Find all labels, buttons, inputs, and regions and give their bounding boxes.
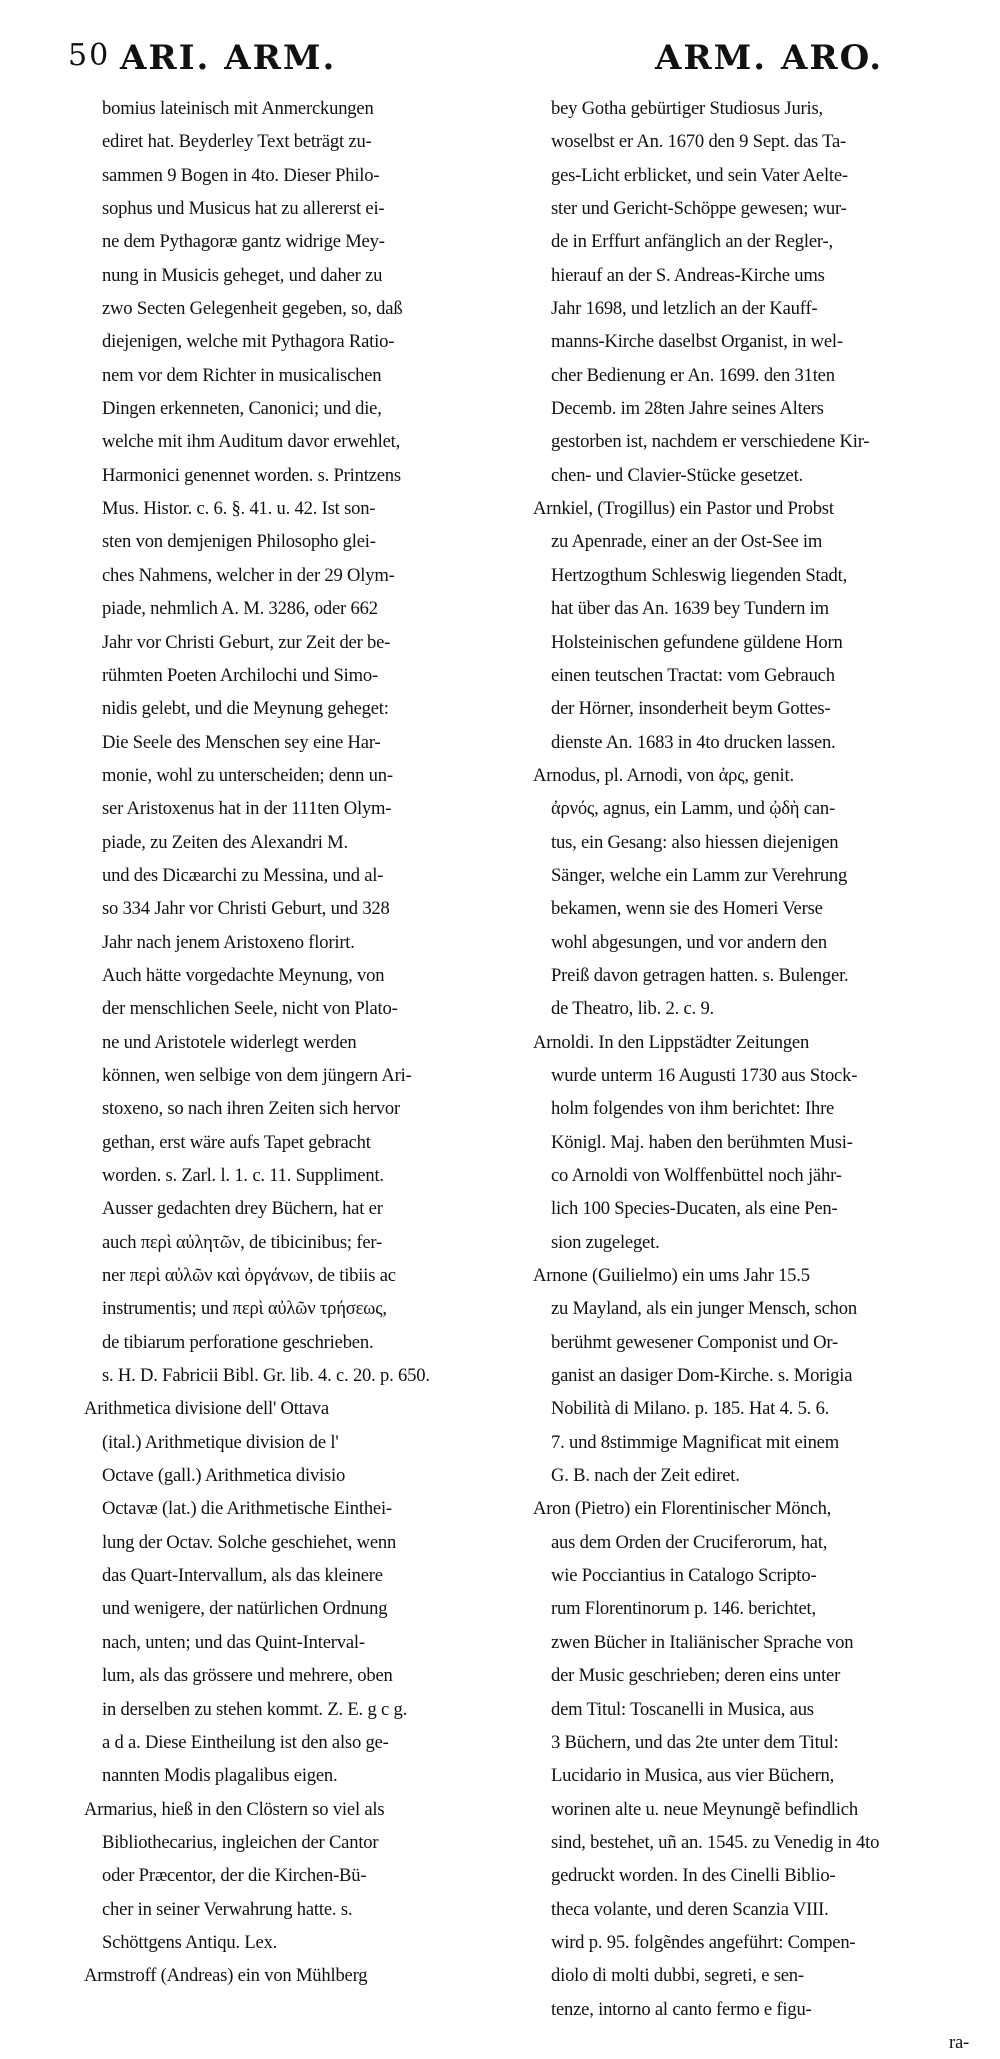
text-line: ges-Licht erblicket, und sein Vater Aelte- — [551, 164, 848, 186]
text-line: ra- — [948, 2031, 969, 2053]
text-line: de tibiarum perforatione geschrieben. — [102, 1331, 374, 1353]
entry-headword-line: Armstroff (Andreas) ein von Mühlberg — [84, 1965, 368, 1987]
text-line: Königl. Maj. haben den berühmten Musi- — [551, 1131, 853, 1153]
right-column — [533, 92, 969, 2059]
text-line: sammen 9 Bogen in 4to. Dieser Philo- — [102, 164, 380, 186]
text-line: diejenigen, welche mit Pythagora Ratio- — [102, 331, 395, 353]
text-line: gestorben ist, nachdem er verschiedene Kir- — [551, 431, 870, 453]
entry-headword-line: Arnodus, pl. Arnodi, von ἀρς, genit. — [533, 764, 794, 786]
text-line: lich 100 Species-Ducaten, als eine Pen- — [551, 1198, 838, 1220]
text-line: sten von demjenigen Philosopho glei- — [102, 531, 376, 553]
text-line: wie Pocciantius in Catalogo Scripto- — [551, 1565, 817, 1587]
text-line: bomius lateinisch mit Anmerckungen — [102, 98, 374, 119]
text-line: Dingen erkenneten, Canonici; und die, — [102, 398, 382, 420]
text-line: lung der Octav. Solche geschiehet, wenn — [102, 1531, 397, 1553]
text-line: de in Erffurt anfänglich an der Regler-, — [551, 231, 833, 253]
text-line: cher Bedienung er An. 1699. den 31ten — [551, 364, 835, 386]
text-line: stoxeno, so nach ihren Zeiten sich hervor — [102, 1098, 400, 1120]
text-line: wird p. 95. folgẽndes angeführt: Compen- — [551, 1931, 856, 1953]
text-line: oder Præcentor, der die Kirchen-Bü- — [102, 1865, 367, 1887]
text-line: co Arnoldi von Wolffenbüttel noch jähr- — [551, 1165, 842, 1186]
text-line: so 334 Jahr vor Christi Geburt, und 328 — [102, 898, 390, 920]
text-line: ser Aristoxenus hat in der 111ten Olym- — [102, 798, 392, 820]
running-head-left: ARI. ARM. — [120, 38, 337, 78]
text-line: instrumentis; und περὶ αὐλῶν τρήσεως, — [102, 1298, 387, 1320]
text-line: Holsteinischen gefundene güldene Horn — [551, 631, 843, 653]
text-line: Schöttgens Antiqu. Lex. — [102, 1931, 278, 1953]
text-line: wohl abgesungen, und vor andern den — [551, 931, 827, 953]
text-line: einen teutschen Tractat: vom Gebrauch — [551, 664, 835, 686]
text-line: cher in seiner Verwahrung hatte. s. — [102, 1898, 353, 1920]
text-line: zwen Bücher in Italiänischer Sprache von — [551, 1631, 854, 1653]
text-line: welche mit ihm Auditum davor erwehlet, — [102, 431, 401, 453]
text-line: in derselben zu stehen kommt. Z. E. g c g. — [102, 1698, 408, 1720]
text-line: monie, wohl zu unterscheiden; denn un- — [102, 764, 393, 786]
text-line: Decemb. im 28ten Jahre seines Alters — [551, 398, 824, 420]
text-line: Auch hätte vorgedachte Meynung, von — [102, 964, 385, 986]
text-line: worinen alte u. neue Meynungẽ befindlich — [551, 1798, 858, 1820]
text-line: auch περὶ αὐλητῶν, de tibicinibus; fer- — [102, 1231, 382, 1253]
text-line: 7. und 8stimmige Magnificat mit einem — [551, 1431, 839, 1453]
text-line: Bibliothecarius, ingleichen der Cantor — [102, 1831, 379, 1853]
text-line: aus dem Orden der Cruciferorum, hat, — [551, 1531, 828, 1553]
text-line: ne und Aristotele widerlegt werden — [102, 1031, 357, 1053]
text-line: Jahr vor Christi Geburt, zur Zeit der be- — [102, 631, 391, 653]
text-line: ster und Gericht-Schöppe gewesen; wur- — [551, 198, 847, 220]
text-line: ches Nahmens, welcher in der 29 Olym- — [102, 564, 395, 586]
text-line: Die Seele des Menschen sey eine Har- — [102, 731, 381, 753]
text-line: diolo di molti dubbi, segreti, e sen- — [551, 1965, 804, 1987]
text-line: Jahr 1698, und letzlich an der Kauff- — [551, 298, 818, 320]
text-line: (ital.) Arithmetique division de l' — [102, 1431, 339, 1453]
text-line: Sänger, welche ein Lamm zur Verehrung — [551, 864, 848, 886]
text-line: sind, bestehet, uñ an. 1545. zu Venedig in 4to — [551, 1831, 880, 1853]
text-line: piade, zu Zeiten des Alexandri M. — [102, 831, 348, 853]
text-line: a d a. Diese Eintheilung ist den also ge- — [102, 1731, 389, 1753]
text-line: rühmten Poeten Archilochi und Simo- — [102, 664, 379, 686]
text-line: worden. s. Zarl. l. 1. c. 11. Suppliment. — [102, 1165, 384, 1186]
left-column — [84, 92, 486, 1993]
text-line: theca volante, und deren Scanzia VIII. — [551, 1898, 829, 1920]
text-line: bekamen, wenn sie des Homeri Verse — [551, 898, 823, 920]
text-line: tus, ein Gesang: also hiessen diejenigen — [551, 831, 839, 853]
entry-headword-line: Arnkiel, (Trogillus) ein Pastor und Probst — [533, 498, 834, 520]
text-line: woselbst er An. 1670 den 9 Sept. das Ta- — [551, 131, 847, 153]
text-line: 3 Büchern, und das 2te unter dem Titul: — [551, 1731, 839, 1753]
page-number: 50 — [68, 38, 111, 73]
text-line: G. B. nach der Zeit ediret. — [551, 1465, 740, 1487]
text-line: hierauf an der S. Andreas-Kirche ums — [551, 264, 825, 286]
text-line: Harmonici genennet worden. s. Printzens — [102, 464, 401, 486]
text-line: tenze, intorno al canto fermo e figu- — [551, 1998, 812, 2020]
text-line: chen- und Clavier-Stücke gesetzet. — [551, 464, 804, 486]
entry-headword-line: Arnoldi. In den Lippstädter Zeitungen — [533, 1031, 810, 1053]
text-line: zu Apenrade, einer an der Ost-See im — [551, 531, 823, 553]
text-line: piade, nehmlich A. M. 3286, oder 662 — [102, 598, 378, 620]
text-line: Octavæ (lat.) die Arithmetische Einthei- — [102, 1498, 392, 1520]
text-line: Mus. Histor. c. 6. §. 41. u. 42. Ist son- — [102, 498, 376, 520]
text-line: wurde unterm 16 Augusti 1730 aus Stock- — [551, 1064, 858, 1086]
text-line: sophus und Musicus hat zu allererst ei- — [102, 198, 385, 220]
entry-headword-line: Arnone (Guilielmo) ein ums Jahr 15.5 — [533, 1265, 810, 1287]
text-line: ner περὶ αὐλῶν καὶ ὀργάνων, de tibiis ac — [102, 1265, 396, 1287]
text-line: nem vor dem Richter in musicalischen — [102, 364, 382, 386]
text-line: Jahr nach jenem Aristoxeno florirt. — [102, 931, 355, 953]
text-line: bey Gotha gebürtiger Studiosus Juris, — [551, 98, 823, 119]
text-line: nannten Modis plagalibus eigen. — [102, 1765, 338, 1787]
entry-headword-line: Aron (Pietro) ein Florentinischer Mönch, — [533, 1498, 832, 1520]
entry-headword-line: Armarius, hieß in den Clöstern so viel als — [84, 1798, 385, 1820]
text-line: ἀρνός, agnus, ein Lamm, und ᾠδὴ can- — [551, 798, 835, 820]
text-line: s. H. D. Fabricii Bibl. Gr. lib. 4. c. 20. p. 650. — [102, 1365, 430, 1387]
text-line: gethan, erst wäre aufs Tapet gebracht — [102, 1131, 371, 1153]
text-line: Octave (gall.) Arithmetica divisio — [102, 1465, 346, 1487]
text-line: hat über das An. 1639 bey Tundern im — [551, 598, 829, 620]
text-line: ne dem Pythagoræ gantz widrige Mey- — [102, 231, 385, 253]
text-line: können, wen selbige von dem jüngern Ari- — [102, 1064, 412, 1086]
text-line: nung in Musicis geheget, und daher zu — [102, 264, 383, 286]
text-line: der Music geschrieben; deren eins unter — [551, 1665, 841, 1687]
running-head-right: ARM. ARO. — [655, 38, 884, 78]
text-line: ganist an dasiger Dom-Kirche. s. Morigia — [551, 1365, 853, 1387]
text-line: holm folgendes von ihm berichtet: Ihre — [551, 1098, 835, 1120]
entry-headword-line: Arithmetica divisione dell' Ottava — [84, 1398, 329, 1420]
text-line: berühmt gewesener Componist und Or- — [551, 1331, 838, 1353]
text-line: nach, unten; und das Quint-Interval- — [102, 1631, 365, 1653]
text-line: lum, als das grössere und mehrere, oben — [102, 1665, 393, 1687]
text-line: zwo Secten Gelegenheit gegeben, so, daß — [102, 298, 403, 320]
text-line: der Hörner, insonderheit beym Gottes- — [551, 698, 831, 720]
text-line: Lucidario in Musica, aus vier Büchern, — [551, 1765, 835, 1787]
text-line: der menschlichen Seele, nicht von Plato- — [102, 998, 398, 1020]
text-line: Ausser gedachten drey Büchern, hat er — [102, 1198, 383, 1220]
text-line: das Quart-Intervallum, als das kleinere — [102, 1565, 383, 1587]
text-line: Preiß davon getragen hatten. s. Bulenger. — [551, 964, 849, 986]
text-line: de Theatro, lib. 2. c. 9. — [551, 998, 714, 1020]
text-line: und wenigere, der natürlichen Ordnung — [102, 1598, 388, 1620]
text-line: Nobilità di Milano. p. 185. Hat 4. 5. 6. — [551, 1398, 830, 1420]
text-line: nidis gelebt, und die Meynung geheget: — [102, 698, 389, 720]
text-line: manns-Kirche daselbst Organist, in wel- — [551, 331, 843, 353]
text-line: gedruckt worden. In des Cinelli Biblio- — [551, 1865, 836, 1887]
text-line: dienste An. 1683 in 4to drucken lassen. — [551, 731, 836, 753]
text-line: und des Dicæarchi zu Messina, und al- — [102, 864, 384, 886]
text-line: Hertzogthum Schleswig liegenden Stadt, — [551, 564, 848, 586]
text-line: dem Titul: Toscanelli in Musica, aus — [551, 1698, 814, 1720]
text-line: sion zugeleget. — [551, 1231, 660, 1253]
text-line: rum Florentinorum p. 146. berichtet, — [551, 1598, 816, 1620]
text-line: zu Mayland, als ein junger Mensch, schon — [551, 1298, 857, 1320]
text-line: ediret hat. Beyderley Text beträgt zu- — [102, 131, 372, 153]
